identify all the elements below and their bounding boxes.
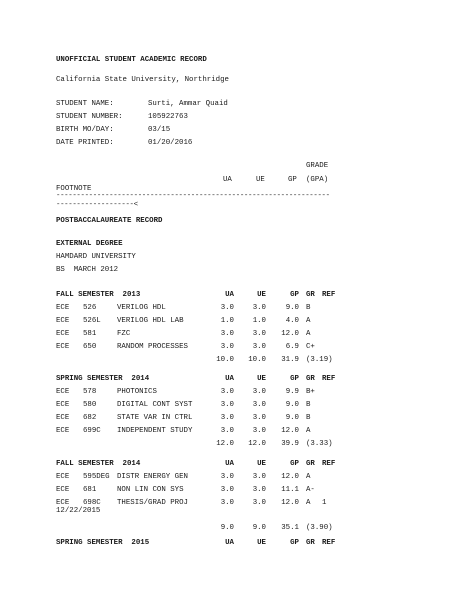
- course-name: DISTR ENERGY GEN: [117, 473, 188, 481]
- student-number-value: 105922763: [148, 113, 188, 121]
- course-ua: 3.0: [220, 304, 234, 312]
- course-name: VERILOG HDL LAB: [117, 317, 184, 325]
- course-grade: C+: [306, 343, 315, 351]
- course-gp: 9.0: [285, 401, 299, 409]
- course-ue: 3.0: [252, 388, 266, 396]
- course-number: 682: [83, 414, 97, 422]
- course-grade: B+: [306, 388, 315, 396]
- course-dept: ECE: [56, 486, 70, 494]
- col-header-ua: UA: [225, 539, 234, 547]
- course-dept: ECE: [56, 330, 70, 338]
- course-date: 12/22/2015: [56, 507, 101, 515]
- total-gp: 35.1: [281, 524, 299, 532]
- separator-line: -------------------------------------------------------------------: [56, 192, 330, 200]
- course-ref: 1: [322, 499, 327, 507]
- course-ue: 1.0: [252, 317, 266, 325]
- col-header-ua: UA: [225, 291, 234, 299]
- course-gp: 12.0: [281, 427, 299, 435]
- course-name: STATE VAR IN CTRL: [117, 414, 193, 422]
- course-dept: ECE: [56, 427, 70, 435]
- course-ua: 3.0: [220, 427, 234, 435]
- course-number: 580: [83, 401, 97, 409]
- course-gp: 6.9: [285, 343, 299, 351]
- course-gp: 9.0: [285, 414, 299, 422]
- external-degree-title: EXTERNAL DEGREE: [56, 240, 123, 248]
- course-gp: 9.0: [285, 304, 299, 312]
- legend-grade: GRADE: [306, 162, 329, 170]
- course-grade: B: [306, 401, 311, 409]
- course-dept: ECE: [56, 414, 70, 422]
- col-header-ua: UA: [225, 460, 234, 468]
- col-header-ue: UE: [257, 460, 266, 468]
- course-ua: 3.0: [220, 388, 234, 396]
- course-number: 526L: [83, 317, 101, 325]
- legend-gpa: (GPA): [306, 176, 329, 184]
- course-name: PHOTONICS: [117, 388, 157, 396]
- course-name: DIGITAL CONT SYST: [117, 401, 193, 409]
- student-name-label: STUDENT NAME:: [56, 100, 114, 108]
- course-dept: ECE: [56, 317, 70, 325]
- total-ue: 9.0: [252, 524, 266, 532]
- course-number: 581: [83, 330, 97, 338]
- record-title: POSTBACCALAUREATE RECORD: [56, 217, 163, 225]
- col-header-ue: UE: [257, 291, 266, 299]
- course-ue: 3.0: [252, 473, 266, 481]
- total-ue: 12.0: [248, 440, 266, 448]
- semester-title: FALL SEMESTER 2013: [56, 291, 141, 299]
- legend-footnote: FOOTNOTE: [56, 185, 92, 193]
- course-ue: 3.0: [252, 414, 266, 422]
- course-ua: 3.0: [220, 414, 234, 422]
- date-printed-label: DATE PRINTED:: [56, 139, 114, 147]
- course-ua: 3.0: [220, 330, 234, 338]
- col-header-ref: REF: [322, 375, 336, 383]
- course-gp: 12.0: [281, 330, 299, 338]
- col-header-gp: GP: [290, 539, 299, 547]
- col-header-ref: REF: [322, 539, 336, 547]
- course-ue: 3.0: [252, 427, 266, 435]
- course-grade: A: [306, 317, 311, 325]
- course-grade: A: [306, 473, 311, 481]
- date-printed-value: 01/20/2016: [148, 139, 193, 147]
- course-name: NON LIN CON SYS: [117, 486, 184, 494]
- course-ua: 3.0: [220, 499, 234, 507]
- course-dept: ECE: [56, 401, 70, 409]
- total-gpa: (3.33): [306, 440, 333, 448]
- col-header-gp: GP: [290, 375, 299, 383]
- semester-title: SPRING SEMESTER 2014: [56, 375, 150, 383]
- col-header-ue: UE: [257, 375, 266, 383]
- course-grade: A: [306, 427, 311, 435]
- course-grade: B: [306, 414, 311, 422]
- course-ue: 3.0: [252, 401, 266, 409]
- course-gp: 4.0: [285, 317, 299, 325]
- course-ua: 1.0: [220, 317, 234, 325]
- birth-value: 03/15: [148, 126, 171, 134]
- total-ua: 9.0: [220, 524, 234, 532]
- col-header-ua: UA: [225, 375, 234, 383]
- course-ue: 3.0: [252, 330, 266, 338]
- col-header-ref: REF: [322, 291, 336, 299]
- col-header-gr: GR: [306, 460, 315, 468]
- course-gp: 12.0: [281, 499, 299, 507]
- total-ue: 10.0: [248, 356, 266, 364]
- course-number: 698C: [83, 499, 101, 507]
- course-name: RANDOM PROCESSES: [117, 343, 188, 351]
- course-number: 650: [83, 343, 97, 351]
- course-name: THESIS/GRAD PROJ: [117, 499, 188, 507]
- col-header-gp: GP: [290, 460, 299, 468]
- separator-line-2: -------------------<: [56, 201, 138, 209]
- student-name-value: Surti, Ammar Quaid: [148, 100, 228, 108]
- course-name: VERILOG HDL: [117, 304, 166, 312]
- total-ua: 10.0: [216, 356, 234, 364]
- semester-title: SPRING SEMESTER 2015: [56, 539, 150, 547]
- legend-ue: UE: [256, 176, 265, 184]
- course-gp: 9.9: [285, 388, 299, 396]
- course-number: 578: [83, 388, 97, 396]
- total-gpa: (3.90): [306, 524, 333, 532]
- col-header-gr: GR: [306, 375, 315, 383]
- course-name: FZC: [117, 330, 131, 338]
- course-number: 681: [83, 486, 97, 494]
- course-dept: ECE: [56, 343, 70, 351]
- course-ue: 3.0: [252, 304, 266, 312]
- course-grade: A: [306, 330, 311, 338]
- col-header-gr: GR: [306, 539, 315, 547]
- student-number-label: STUDENT NUMBER:: [56, 113, 123, 121]
- external-degree: BS MARCH 2012: [56, 266, 119, 274]
- total-gp: 31.9: [281, 356, 299, 364]
- course-gp: 11.1: [281, 486, 299, 494]
- birth-label: BIRTH MO/DAY:: [56, 126, 114, 134]
- external-school: HAMDARD UNIVERSITY: [56, 253, 136, 261]
- course-dept: ECE: [56, 388, 70, 396]
- document-title: UNOFFICIAL STUDENT ACADEMIC RECORD: [56, 56, 207, 64]
- semester-title: FALL SEMESTER 2014: [56, 460, 141, 468]
- legend-ua: UA: [223, 176, 232, 184]
- course-grade: B: [306, 304, 311, 312]
- col-header-ref: REF: [322, 460, 336, 468]
- course-ue: 3.0: [252, 499, 266, 507]
- course-name: INDEPENDENT STUDY: [117, 427, 193, 435]
- course-dept: ECE: [56, 304, 70, 312]
- course-gp: 12.0: [281, 473, 299, 481]
- course-grade: A-: [306, 486, 315, 494]
- course-dept: ECE: [56, 499, 70, 507]
- course-number: 526: [83, 304, 97, 312]
- total-gp: 39.9: [281, 440, 299, 448]
- course-grade: A: [306, 499, 311, 507]
- total-gpa: (3.19): [306, 356, 333, 364]
- total-ua: 12.0: [216, 440, 234, 448]
- course-ua: 3.0: [220, 401, 234, 409]
- university-name: California State University, Northridge: [56, 76, 229, 84]
- col-header-gp: GP: [290, 291, 299, 299]
- course-number: 699C: [83, 427, 101, 435]
- col-header-ue: UE: [257, 539, 266, 547]
- legend-gp: GP: [288, 176, 297, 184]
- course-ue: 3.0: [252, 343, 266, 351]
- col-header-gr: GR: [306, 291, 315, 299]
- course-ue: 3.0: [252, 486, 266, 494]
- course-ua: 3.0: [220, 486, 234, 494]
- course-dept: ECE: [56, 473, 70, 481]
- course-number: 595DEG: [83, 473, 110, 481]
- course-ua: 3.0: [220, 343, 234, 351]
- course-ua: 3.0: [220, 473, 234, 481]
